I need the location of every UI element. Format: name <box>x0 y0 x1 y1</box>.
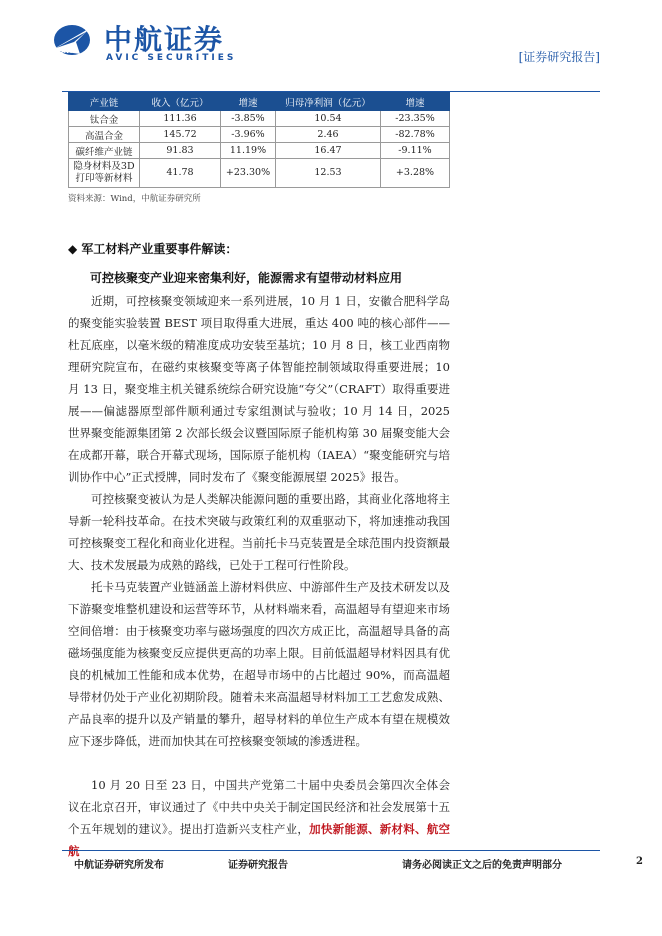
table-row <box>69 159 450 188</box>
cell-line: 打印等新材料 <box>75 173 133 184</box>
page-number: 2 <box>636 856 643 867</box>
table-header-row <box>69 93 450 111</box>
column-header: 增速 <box>381 93 450 111</box>
table-cell: 钛合金 <box>69 111 140 127</box>
footer-disclaimer: 请务必阅读正文之后的免责声明部分 <box>402 860 562 871</box>
highlighted-text: 加快新能源、新材料、航空航 <box>68 822 451 858</box>
table-cell: 碳纤维产业链 <box>69 143 140 159</box>
page-header <box>0 0 662 92</box>
table-cell: 145.72 <box>140 127 221 143</box>
table-cell: -82.78% <box>381 127 450 143</box>
column-header: 收入（亿元） <box>140 93 221 111</box>
table-row <box>69 127 450 143</box>
footer-report-type: 证券研究报告 <box>228 860 288 871</box>
table-cell: 111.36 <box>140 111 221 127</box>
footer-divider <box>62 850 600 851</box>
table-row <box>69 143 450 159</box>
avic-logo-icon <box>50 20 92 58</box>
table-cell: +3.28% <box>381 159 450 188</box>
table-source-note: 资料来源：Wind，中航证券研究所 <box>68 194 201 204</box>
column-header: 归母净利润（亿元） <box>276 93 381 111</box>
body-paragraph-3: 托卡马克装置产业链涵盖上游材料供应、中游部件生产及技术研发以及下游聚变堆整机建设和运营等环节，从材料端来看，高温超导有望迎来市场空间倍增：由于核聚变功率与磁场强度的四次方成正比，高温超导具备的高磁场强度能为核聚变反应提供更高的功率上限。目前低温超导材料因具有优良的机械加工性能和成本优势，在超导市场中的占比超过 90%，而高温超导带材仍处于产业化初期阶段。随着未来高温超导材料加工工艺愈发成熟、产品良率的提升以及产销量的攀升，超导材料的单位生产成本有望在规模效应下逐步降低，进而加快其在可控核聚变领域的渗透进程。 <box>68 580 450 748</box>
industry-financials-table <box>68 92 450 188</box>
table-cell: 10.54 <box>276 111 381 127</box>
table-cell: -23.35% <box>381 111 450 127</box>
footer-publisher: 中航证券研究所发布 <box>74 860 164 871</box>
section-title: ◆ 军工材料产业重要事件解读： <box>68 242 238 256</box>
table-cell: +23.30% <box>221 159 276 188</box>
section-subtitle: 可控核聚变产业迎来密集利好，能源需求有望带动材料应用 <box>90 271 403 285</box>
table-cell: 11.19% <box>221 143 276 159</box>
table-cell: 16.47 <box>276 143 381 159</box>
table-cell: 91.83 <box>140 143 221 159</box>
table-cell: -9.11% <box>381 143 450 159</box>
report-type-tag: [证券研究报告] <box>518 50 600 64</box>
logo-english-name: AVIC SECURITIES <box>106 53 237 63</box>
logo-mark-text: AVIC <box>61 48 77 55</box>
cell-line: 隐身材料及3D <box>73 161 135 172</box>
table-cell: 41.78 <box>140 159 221 188</box>
column-header: 增速 <box>221 93 276 111</box>
body-paragraph-1: 近期，可控核聚变领域迎来一系列进展，10 月 1 日，安徽合肥科学岛的聚变能实验装置 BEST 项目取得重大进展，重达 400 吨的核心部件——杜瓦底座，以毫米级的精准度成功安装至基坑；10 月 8 日，核工业西南物理研究院宣布，在磁约束核聚变等离子体智能控制领域取得重要进展；10 月 13 日，聚变堆主机关键系统综合研究设施“夸父”（CRAFT）取得重要进展——偏滤器原型部件顺利通过专家组测试与验收；10 月 14 日，2025 世界聚变能源集团第 2 次部长级会议暨国际原子能机构第 30 届聚变能大会在成都开幕，联合开幕式现场，国际原子能机构（IAEA）“聚变能研究与培训协作中心”正式授牌，同时发布了《聚变能源展望 2025》报告。 <box>68 294 450 484</box>
table-cell: 高温合金 <box>69 127 140 143</box>
body-paragraph-2: 可控核聚变被认为是人类解决能源问题的重要出路，其商业化落地将主导新一轮科技革命。在技术突破与政策红利的双重驱动下，将加速推动我国可控核聚变工程化和商业化进程。当前托卡马克装置是全球范围内投资额最大、技术发展最为成熟的路线，已处于工程可行性阶段。 <box>68 492 450 572</box>
logo-chinese-name: 中航证券 <box>104 23 225 56</box>
table-cell-multiline <box>69 159 140 188</box>
column-header: 产业链 <box>69 93 140 111</box>
table-cell: 12.53 <box>276 159 381 188</box>
table-cell: -3.96% <box>221 127 276 143</box>
body-paragraph-4 <box>68 774 450 862</box>
paragraph-text: 10 月 20 日至 23 日，中国共产党第二十届中央委员会第四次全体会议在北京召开，审议通过了《中共中央关于制定国民经济和社会发展第十五个五年规划的建议》。提出打造新兴支柱产业， <box>68 778 450 836</box>
table-cell: 2.46 <box>276 127 381 143</box>
table-cell: -3.85% <box>221 111 276 127</box>
table-row <box>69 111 450 127</box>
